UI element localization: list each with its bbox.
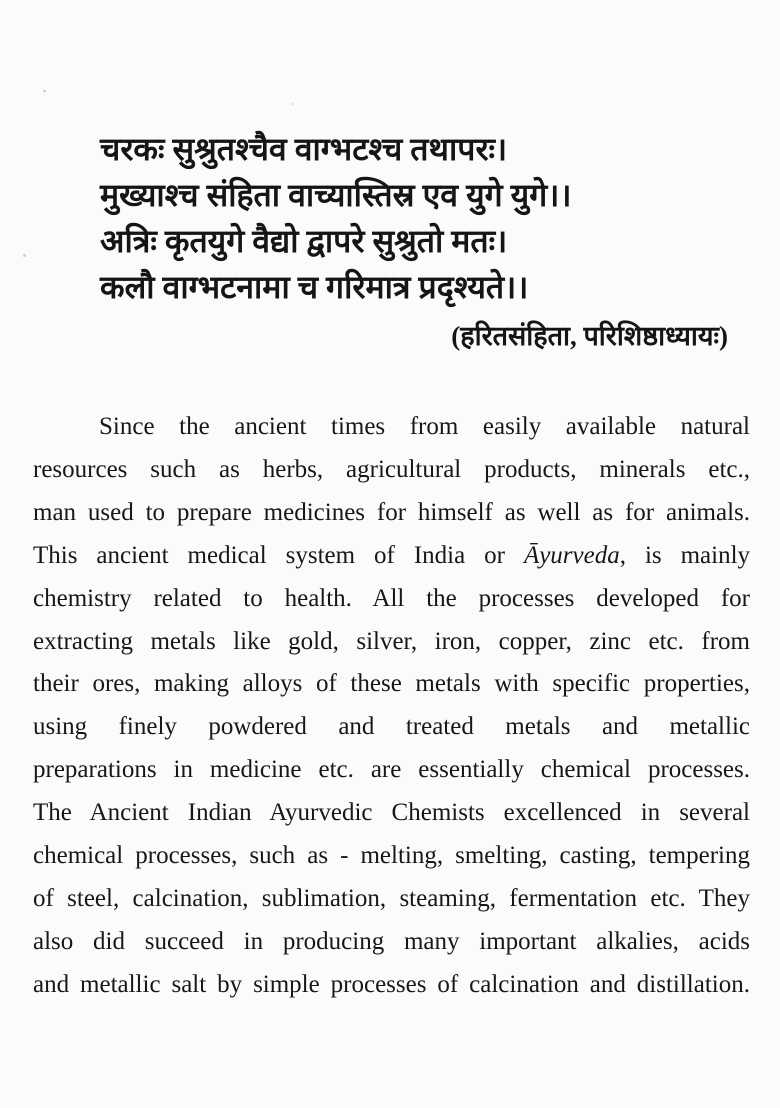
verse-line-2: मुख्याश्च संहिता वाच्यास्तिस्र एव युगे युगे।। (100, 177, 572, 213)
paragraph-line: man used to prepare medicines for himself as well as for animals. (33, 498, 750, 526)
paragraph-line: Since the ancient times from easily available natural (99, 413, 750, 440)
paragraph-line: and metallic salt by simple processes of calcination and distillation. (33, 970, 750, 998)
paragraph-text: , is mainly (619, 541, 751, 569)
sanskrit-verse-block (0, 0, 780, 356)
paragraph-line: chemistry related to health. All the processes developed for (33, 584, 750, 612)
paragraph-line: chemical processes, such as - melting, smelting, casting, tempering (33, 842, 750, 870)
scan-speck (292, 103, 294, 105)
verse-line-3: अत्रिः कृतयुगे वैद्यो द्वापरे सुश्रुतो मतः। (100, 223, 508, 259)
paragraph-line: resources such as herbs, agricultural products, minerals etc., (33, 455, 750, 483)
scan-speck (43, 90, 46, 92)
paragraph-line: of steel, calcination, sublimation, steaming, fermentation etc. They (33, 884, 750, 912)
paragraph-text: This ancient medical system of India or (33, 541, 524, 569)
paragraph-line (33, 535, 750, 578)
scan-speck (23, 254, 26, 257)
verse-line-1: चरकः सुश्रुतश्चैव वाग्भटश्च तथापरः। (100, 131, 508, 167)
paragraph-line: using finely powdered and treated metals and metallic (33, 713, 750, 741)
paragraph-line: preparations in medicine etc. are essentially chemical processes. (33, 756, 750, 784)
verse-line-4: कलौ वाग्भटनामा च गरिमात्र प्रदृश्यते।। (100, 269, 529, 305)
verse-attribution: (हरितसंहिता, परिशिष्ठाध्यायः) (451, 321, 728, 351)
paragraph-line: The Ancient Indian Ayurvedic Chemists excellenced in several (33, 799, 750, 827)
paragraph-line: also did succeed in producing many important alkalies, acids (33, 927, 750, 955)
scan-speck (744, 560, 746, 562)
paragraph-line: extracting metals like gold, silver, iron, copper, zinc etc. from (33, 627, 750, 655)
english-paragraph (0, 406, 780, 1007)
paragraph-line: their ores, making alloys of these metals with specific properties, (33, 670, 750, 698)
italic-ayurveda: Āyurveda (523, 541, 620, 569)
